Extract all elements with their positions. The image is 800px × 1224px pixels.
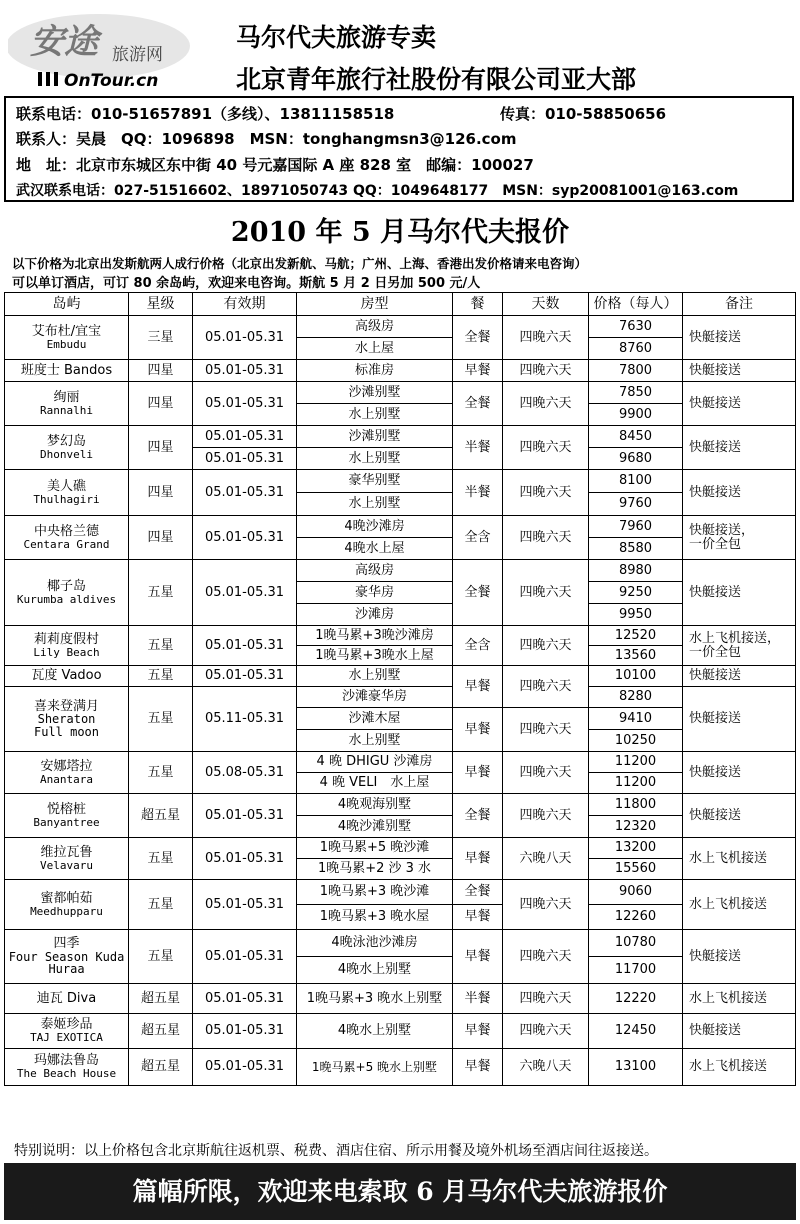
page-title: 2010 年 5 月马尔代夫报价 <box>230 217 570 248</box>
star-cell: 超五星 <box>129 794 193 838</box>
meal-cell: 早餐 <box>453 838 503 880</box>
table-row <box>5 1014 796 1049</box>
room-cell: 4晚泳池沙滩房 <box>297 930 453 957</box>
table-row <box>5 360 796 382</box>
island-cn: 泰姬珍品 <box>40 1017 93 1033</box>
price-cell: 15560 <box>589 859 683 880</box>
island-en: Rannalhi <box>40 403 93 417</box>
remark-line: 一价全包 <box>689 536 742 552</box>
remark-cell: 水上飞机接送 <box>683 1049 796 1086</box>
island-en: Meedhupparu <box>30 904 103 918</box>
table-row <box>5 626 796 646</box>
room-cell: 1晚马累+2 沙 3 水 <box>297 859 453 880</box>
contact-wuhan: 武汉联系电话：027-51516602、18971050743 QQ：1049648177 MSN：syp20081001@163.com <box>16 183 739 199</box>
room-cell: 水上屋 <box>297 338 453 360</box>
island-en: Thulhagiri <box>33 492 100 506</box>
room-cell: 1晚马累+3 晚沙滩 <box>297 880 453 905</box>
island-cn: 椰子岛 <box>46 578 86 594</box>
island-cell <box>5 752 129 794</box>
remark-cell <box>683 516 796 560</box>
meal-cell: 全含 <box>453 516 503 560</box>
price-cell: 7850 <box>589 382 683 404</box>
table-row <box>5 930 796 957</box>
star-cell: 超五星 <box>129 1049 193 1086</box>
table-row <box>5 838 796 859</box>
valid-cell: 05.11-05.31 <box>193 687 297 752</box>
island-en: Full moon <box>33 724 100 739</box>
table-row <box>5 316 796 338</box>
room-cell: 1晚马累+3晚沙滩房 <box>297 626 453 646</box>
price-table <box>4 292 796 1086</box>
room-cell: 4晚水上别墅 <box>297 957 453 984</box>
remark-cell: 快艇接送 <box>683 666 796 687</box>
star-cell: 超五星 <box>129 984 193 1014</box>
island-cn: 维拉瓦鲁 <box>40 844 93 860</box>
meal-cell: 早餐 <box>453 360 503 382</box>
contact-person: 联系人：吴晨 QQ：1096898 MSN：tonghangmsn3@126.com <box>16 130 517 148</box>
island-cell <box>5 470 129 516</box>
star-cell: 五星 <box>129 838 193 880</box>
room-cell: 标准房 <box>297 360 453 382</box>
table-row <box>5 984 796 1014</box>
remark-cell: 水上飞机接送 <box>683 838 796 880</box>
valid-cell: 05.01-05.31 <box>193 666 297 687</box>
room-cell: 4 晚 DHIGU 沙滩房 <box>297 752 453 773</box>
price-cell: 9410 <box>589 708 683 730</box>
island-en: Anantara <box>40 772 93 786</box>
star-cell: 四星 <box>129 360 193 382</box>
valid-cell: 05.01-05.31 <box>193 1014 297 1049</box>
valid-cell: 05.01-05.31 <box>193 470 297 516</box>
remark-cell: 快艇接送 <box>683 1014 796 1049</box>
days-cell: 四晚六天 <box>503 316 589 360</box>
price-cell: 7960 <box>589 516 683 538</box>
island-cell <box>5 426 129 470</box>
valid-cell: 05.01-05.31 <box>193 930 297 984</box>
island-cn: 莉莉度假村 <box>33 631 99 647</box>
star-cell: 五星 <box>129 752 193 794</box>
island-cell <box>5 1049 129 1086</box>
contact-box <box>4 96 794 202</box>
meal-cell: 全含 <box>453 626 503 666</box>
island-cell <box>5 794 129 838</box>
remark-cell: 快艇接送 <box>683 316 796 360</box>
remark-line: 快艇接送， <box>689 522 755 538</box>
room-cell: 水上别墅 <box>297 730 453 752</box>
remark-cell: 快艇接送 <box>683 930 796 984</box>
valid-cell: 05.01-05.31 <box>193 448 297 470</box>
island-en: Banyantree <box>33 815 100 829</box>
price-cell: 8280 <box>589 687 683 708</box>
price-cell: 12260 <box>589 905 683 930</box>
table-row <box>5 880 796 905</box>
island-cell: 班度士 Bandos <box>5 360 129 382</box>
island-cell: 瓦度 Vadoo <box>5 666 129 687</box>
days-cell: 四晚六天 <box>503 382 589 426</box>
days-cell: 四晚六天 <box>503 880 589 930</box>
price-cell: 8580 <box>589 538 683 560</box>
price-cell: 13560 <box>589 646 683 666</box>
days-cell: 四晚六天 <box>503 516 589 560</box>
remark-line: 一价全包 <box>689 644 742 660</box>
island-en: TAJ EXOTICA <box>30 1031 103 1045</box>
price-cell: 12450 <box>589 1014 683 1049</box>
price-cell: 8980 <box>589 560 683 582</box>
star-cell: 五星 <box>129 560 193 626</box>
valid-cell: 05.01-05.31 <box>193 516 297 560</box>
island-en: Lily Beach <box>33 645 100 659</box>
meal-cell: 全餐 <box>453 316 503 360</box>
price-cell: 9950 <box>589 604 683 626</box>
days-cell: 四晚六天 <box>503 752 589 794</box>
price-cell: 10780 <box>589 930 683 957</box>
star-cell: 四星 <box>129 470 193 516</box>
price-cell: 12220 <box>589 984 683 1014</box>
remark-line: 水上飞机接送， <box>689 630 781 646</box>
island-cell <box>5 1014 129 1049</box>
contact-fax: 传真：010-58850656 <box>500 105 667 123</box>
room-cell: 沙滩别墅 <box>297 426 453 448</box>
room-cell: 水上别墅 <box>297 448 453 470</box>
remark-cell: 水上飞机接送 <box>683 984 796 1014</box>
star-cell: 四星 <box>129 516 193 560</box>
island-cell <box>5 316 129 360</box>
island-en: Four Season Kuda <box>8 949 125 964</box>
header-room: 房型 <box>297 293 453 316</box>
meal-cell: 早餐 <box>453 708 503 752</box>
table-row <box>5 794 796 816</box>
price-cell: 9900 <box>589 404 683 426</box>
room-cell: 沙滩木屋 <box>297 708 453 730</box>
days-cell: 四晚六天 <box>503 360 589 382</box>
valid-cell: 05.01-05.31 <box>193 426 297 448</box>
room-cell: 4晚沙滩别墅 <box>297 816 453 838</box>
meal-cell: 半餐 <box>453 470 503 516</box>
island-cell <box>5 382 129 426</box>
table-row <box>5 666 796 687</box>
island-cell: 迪瓦 Diva <box>5 984 129 1014</box>
price-cell: 13200 <box>589 838 683 859</box>
remark-cell: 快艇接送 <box>683 382 796 426</box>
meal-cell: 早餐 <box>453 930 503 984</box>
island-cell <box>5 930 129 984</box>
price-cell: 7800 <box>589 360 683 382</box>
special-note: 特别说明：以上价格包含北京斯航往返机票、税费、酒店住宿、所示用餐及境外机场至酒店间往返接送。 <box>14 1143 658 1159</box>
price-cell: 9060 <box>589 880 683 905</box>
room-cell: 4晚沙滩房 <box>297 516 453 538</box>
price-cell: 9680 <box>589 448 683 470</box>
star-cell: 五星 <box>129 666 193 687</box>
island-cell <box>5 880 129 930</box>
meal-cell: 半餐 <box>453 426 503 470</box>
header-island: 岛屿 <box>5 293 129 316</box>
table-row <box>5 516 796 538</box>
island-cell <box>5 838 129 880</box>
price-cell: 7630 <box>589 316 683 338</box>
island-cell <box>5 626 129 666</box>
star-cell: 五星 <box>129 880 193 930</box>
room-cell: 1晚马累+3 晚水上别墅 <box>297 984 453 1014</box>
valid-cell: 05.01-05.31 <box>193 382 297 426</box>
room-cell: 水上别墅 <box>297 493 453 516</box>
star-cell: 四星 <box>129 426 193 470</box>
island-cn: 绚丽 <box>53 389 80 405</box>
room-cell: 1晚马累+5 晚水上别墅 <box>297 1049 453 1086</box>
island-cn: 蜜都帕茹 <box>40 890 93 906</box>
price-cell: 8760 <box>589 338 683 360</box>
days-cell: 四晚六天 <box>503 984 589 1014</box>
meal-cell: 早餐 <box>453 905 503 930</box>
room-cell: 4晚水上别墅 <box>297 1014 453 1049</box>
table-row <box>5 426 796 448</box>
remark-cell: 快艇接送 <box>683 794 796 838</box>
valid-cell: 05.01-05.31 <box>193 984 297 1014</box>
header-title-1: 马尔代夫旅游专卖 <box>236 23 437 52</box>
island-cell <box>5 516 129 560</box>
header-days: 天数 <box>503 293 589 316</box>
header-valid: 有效期 <box>193 293 297 316</box>
days-cell: 四晚六天 <box>503 426 589 470</box>
table-row <box>5 560 796 582</box>
meal-cell: 全餐 <box>453 382 503 426</box>
header-remark: 备注 <box>683 293 796 316</box>
meal-cell: 早餐 <box>453 752 503 794</box>
note-line-2: 可以单订酒店，可订 80 余岛屿，欢迎来电咨询。斯航 5 月 2 日另加 500 元/人 <box>12 276 481 291</box>
island-en: Embudu <box>46 337 87 351</box>
table-row <box>5 1049 796 1086</box>
star-cell: 五星 <box>129 930 193 984</box>
valid-cell: 05.01-05.31 <box>193 360 297 382</box>
island-en: Centara Grand <box>23 537 110 551</box>
days-cell: 四晚六天 <box>503 470 589 516</box>
island-cell <box>5 687 129 752</box>
price-cell: 10100 <box>589 666 683 687</box>
meal-cell: 全餐 <box>453 880 503 905</box>
room-cell: 高级房 <box>297 316 453 338</box>
island-cn: 艾布杜/宜宝 <box>31 323 102 339</box>
days-cell: 四晚六天 <box>503 794 589 838</box>
star-cell: 五星 <box>129 626 193 666</box>
valid-cell: 05.01-05.31 <box>193 880 297 930</box>
meal-cell: 全餐 <box>453 794 503 838</box>
remark-cell: 快艇接送 <box>683 470 796 516</box>
price-cell: 13100 <box>589 1049 683 1086</box>
remark-cell: 快艇接送 <box>683 687 796 752</box>
header-price: 价格（每人） <box>589 293 683 316</box>
price-cell: 9250 <box>589 582 683 604</box>
star-cell: 五星 <box>129 687 193 752</box>
days-cell: 四晚六天 <box>503 930 589 984</box>
room-cell: 1晚马累+5 晚沙滩 <box>297 838 453 859</box>
price-cell: 11200 <box>589 773 683 794</box>
room-cell: 4晚水上屋 <box>297 538 453 560</box>
note-line-1: 以下价格为北京出发斯航两人成行价格（北京出发新航、马航；广州、上海、香港出发价格请来电咨询） <box>12 256 588 271</box>
island-cn: 美人礁 <box>46 478 86 494</box>
room-cell: 沙滩房 <box>297 604 453 626</box>
ontour-logo <box>8 8 198 94</box>
header-meal: 餐 <box>453 293 503 316</box>
valid-cell: 05.01-05.31 <box>193 560 297 626</box>
price-cell: 9760 <box>589 493 683 516</box>
price-cell: 11800 <box>589 794 683 816</box>
table-row <box>5 470 796 493</box>
room-cell: 豪华别墅 <box>297 470 453 493</box>
room-cell: 高级房 <box>297 560 453 582</box>
room-cell: 1晚马累+3 晚水屋 <box>297 905 453 930</box>
island-cn: 悦榕桩 <box>46 801 86 817</box>
days-cell: 四晚六天 <box>503 560 589 626</box>
remark-cell: 快艇接送 <box>683 560 796 626</box>
island-cn: 喜来登满月 <box>33 698 99 714</box>
island-cn: 玛娜法鲁岛 <box>33 1053 99 1069</box>
room-cell: 沙滩别墅 <box>297 382 453 404</box>
room-cell: 4晚观海别墅 <box>297 794 453 816</box>
price-cell: 8450 <box>589 426 683 448</box>
meal-cell: 早餐 <box>453 1049 503 1086</box>
days-cell: 六晚八天 <box>503 1049 589 1086</box>
price-cell: 11700 <box>589 957 683 984</box>
valid-cell: 05.08-05.31 <box>193 752 297 794</box>
remark-cell: 快艇接送 <box>683 360 796 382</box>
price-cell: 11200 <box>589 752 683 773</box>
island-en: Kurumba aldives <box>16 592 117 606</box>
remark-cell: 快艇接送 <box>683 752 796 794</box>
bottom-banner: 篇幅所限，欢迎来电索取 6 月马尔代夫旅游报价 <box>4 1163 796 1220</box>
table-row <box>5 382 796 404</box>
island-cn: 安娜塔拉 <box>40 758 93 774</box>
island-en: Dhonveli <box>40 447 93 461</box>
header-star: 星级 <box>129 293 193 316</box>
island-cn: 四季 <box>53 936 80 952</box>
valid-cell: 05.01-05.31 <box>193 316 297 360</box>
island-cell <box>5 560 129 626</box>
remark-cell: 快艇接送 <box>683 426 796 470</box>
meal-cell: 早餐 <box>453 666 503 708</box>
island-en: Huraa <box>48 962 85 977</box>
island-cn: 中央格兰德 <box>33 523 99 539</box>
star-cell: 三星 <box>129 316 193 360</box>
meal-cell: 半餐 <box>453 984 503 1014</box>
logo-cn-text: 安途 <box>30 22 98 62</box>
room-cell: 水上别墅 <box>297 666 453 687</box>
valid-cell: 05.01-05.31 <box>193 794 297 838</box>
days-cell: 四晚六天 <box>503 708 589 752</box>
days-cell: 四晚六天 <box>503 626 589 666</box>
table-row <box>5 687 796 708</box>
valid-cell: 05.01-05.31 <box>193 838 297 880</box>
price-cell: 12520 <box>589 626 683 646</box>
valid-cell: 05.01-05.31 <box>193 1049 297 1086</box>
price-cell: 12320 <box>589 816 683 838</box>
header-title-2: 北京青年旅行社股份有限公司亚大部 <box>236 65 637 94</box>
days-cell: 四晚六天 <box>503 1014 589 1049</box>
contact-address: 地 址：北京市东城区东中街 40 号元嘉国际 A 座 828 室 邮编：100027 <box>16 156 534 174</box>
meal-cell: 全餐 <box>453 560 503 626</box>
remark-cell <box>683 626 796 666</box>
meal-cell: 早餐 <box>453 1014 503 1049</box>
price-cell: 8100 <box>589 470 683 493</box>
remark-cell: 水上飞机接送 <box>683 880 796 930</box>
room-cell: 4 晚 VELI 水上屋 <box>297 773 453 794</box>
room-cell: 水上别墅 <box>297 404 453 426</box>
table-header-row <box>5 293 796 316</box>
logo-en-text: OnTour.cn <box>64 71 159 91</box>
valid-cell: 05.01-05.31 <box>193 626 297 666</box>
room-cell: 豪华房 <box>297 582 453 604</box>
price-cell: 10250 <box>589 730 683 752</box>
star-cell: 超五星 <box>129 1014 193 1049</box>
island-en: Sheraton <box>37 712 96 727</box>
days-cell: 六晚八天 <box>503 838 589 880</box>
island-cn: 梦幻岛 <box>46 433 86 449</box>
island-en: Velavaru <box>40 858 93 872</box>
days-cell: 四晚六天 <box>503 666 589 708</box>
room-cell: 1晚马累+3晚水上屋 <box>297 646 453 666</box>
island-en: The Beach House <box>16 1067 117 1081</box>
contact-phone: 联系电话：010-51657891（多线）、13811158518 <box>16 105 395 123</box>
table-row <box>5 752 796 773</box>
logo-graphic <box>8 8 198 94</box>
logo-sub-text: 旅游网 <box>112 45 163 65</box>
room-cell: 沙滩豪华房 <box>297 687 453 708</box>
star-cell: 四星 <box>129 382 193 426</box>
